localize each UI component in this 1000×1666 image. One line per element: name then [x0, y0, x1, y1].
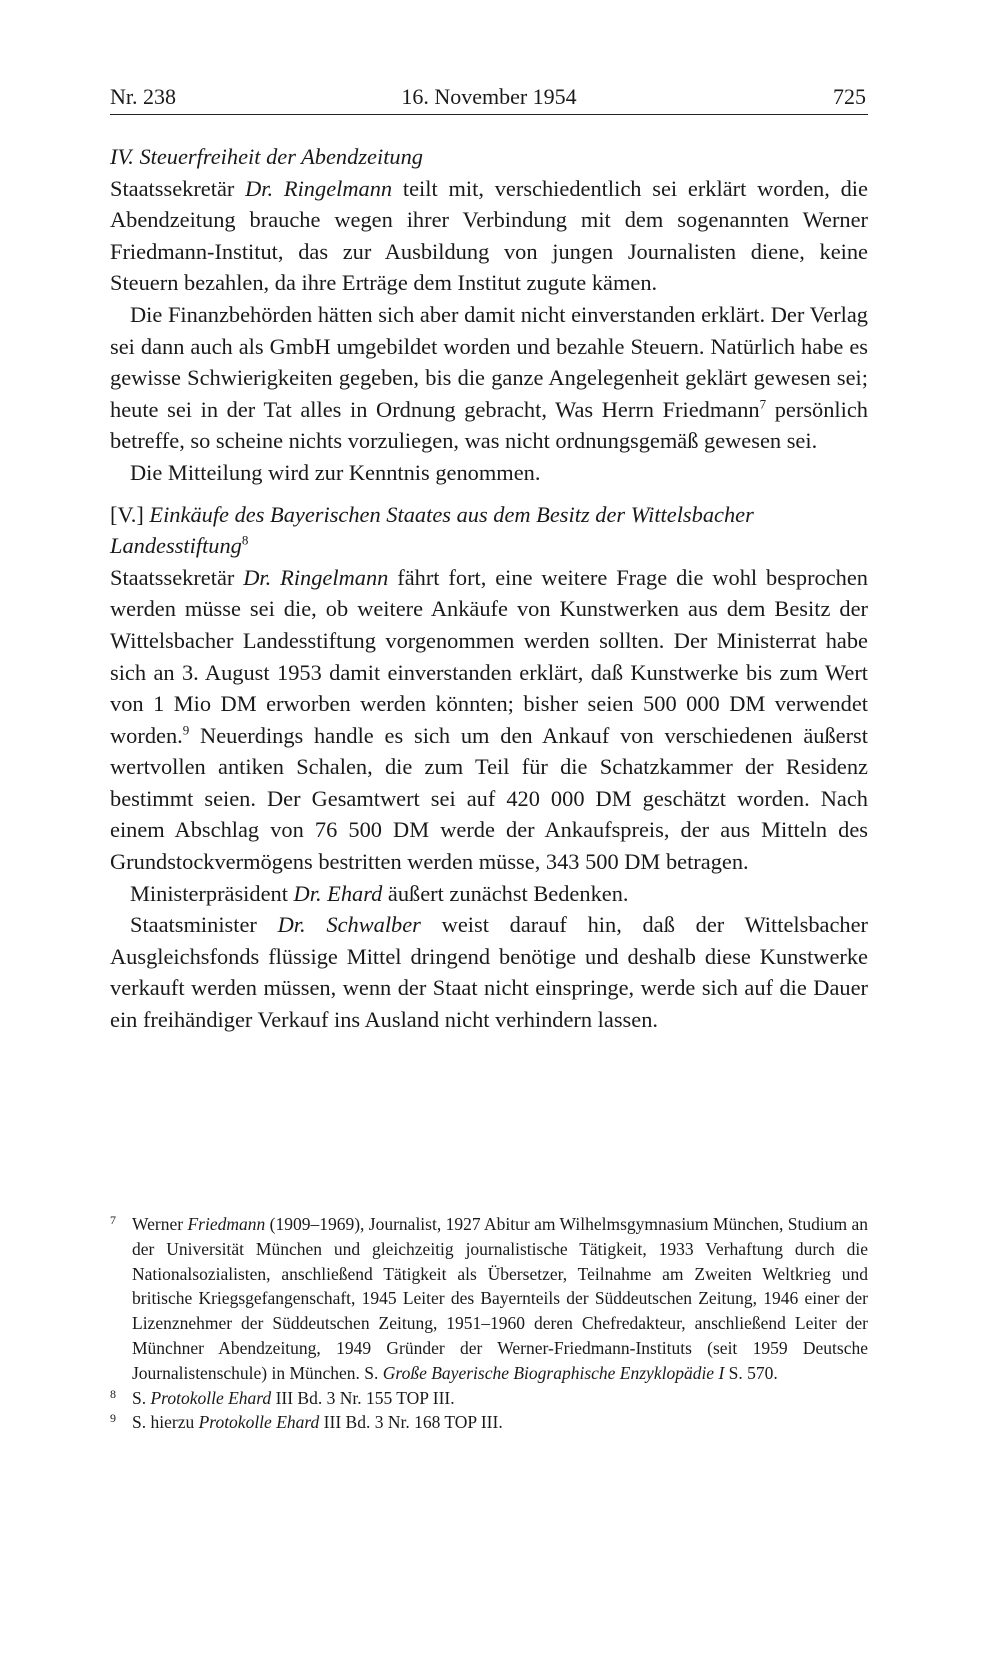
footnote-ref[interactable]: 8: [241, 532, 249, 548]
text: teilt mit, verschiedentlich sei erklärt worden, die Abendzeitung brauche wegen ihrer Verbindung mit dem sogenannten Werner Friedmann-Institut, das zur Ausbildung von jungen Journalisten diene, keine Steuern bezahlen, da ihre Erträge dem Institut zugute kämen.: [110, 175, 868, 296]
text: Werner: [132, 1214, 188, 1234]
text: fährt fort, eine weitere Frage die wohl besprochen werden müsse sei die, ob weitere Ankäufe von Kunstwerken aus dem Besitz der Wittelsbacher Landesstiftung vorgenommen werden sollten. Der Ministerrat habe sich an 3. August 1953 damit einverstanden erklärt, daß Kunstwerke bis zum Wert von 1 Mio DM erworben werden könnten; bisher seien 500 000 DM verwendet worden.: [110, 564, 868, 748]
paragraph: [110, 909, 868, 1035]
person-name: Dr. Schwalber: [277, 912, 421, 938]
text: S.: [132, 1387, 151, 1408]
person-name: Dr. Ehard: [293, 880, 383, 906]
footnote-9: [110, 1410, 868, 1435]
citation-title: Protokolle Ehard: [198, 1412, 320, 1433]
text: weist darauf hin, daß der Wittelsbacher Ausgleichsfonds flüssige Mittel dringend benötige und deshalb diese Kunstwerke verkauft werden müssen, wenn der Staat nicht einspringe, werde sich auf die Dauer ein freihändiger Verkauf ins Ausland nicht verhindern lassen.: [110, 912, 869, 1033]
citation-title: Protokolle Ehard: [150, 1387, 272, 1408]
body-text: [110, 141, 868, 1036]
text: Staatsminister: [130, 912, 278, 938]
paragraph: [110, 173, 868, 299]
text: (1909–1969), Journalist, 1927 Abitur am Wilhelmsgymnasium München, Studium an der Universität München und gleichzeitig journalistische Tätigkeit, 1933 Verhaftung durch die Nationalsozialisten, anschließend Tätigkeit als Übersetzer, Teilnahme am Zweiten Weltkrieg und britische Kriegsgefangenschaft, 1945 Leiter des Bayernteils der Süddeutschen Zeitung, 1946 einer der Lizenznehmer der Süddeutschen Zeitung, 1951–1960 deren Chefredakteur, anschließend Leiter der Münchner Abendzeitung, 1949 Gründer der Werner-Friedmann-Instituts (seit 1959 Deutsche Journalistenschule) in München. S.: [132, 1214, 869, 1383]
text: Staatssekretär: [110, 564, 244, 590]
footnote-8: [110, 1386, 868, 1411]
footnote-ref[interactable]: 9: [182, 722, 190, 738]
header-date: 16. November 1954: [401, 84, 577, 109]
citation-title: Große Bayerische Biographische Enzyklopädie I: [382, 1362, 725, 1383]
footnote-ref[interactable]: 7: [759, 396, 767, 412]
footnote-number: 8: [110, 1386, 116, 1401]
footnote-7: [110, 1212, 868, 1386]
page: [110, 80, 868, 1036]
text: S. 570.: [724, 1362, 778, 1383]
person-name: Dr. Ringelmann: [245, 175, 393, 201]
text: Die Finanzbehörden hätten sich aber damit nicht einverstanden erklärt. Der Verlag sei dann auch als GmbH umgebildet worden und bezahle Steuern. Natürlich habe es gewisse Schwierigkeiten gegeben, bis die ganze Angelegenheit geklärt gewesen sei; heute sei in der Tat alles in Ordnung gebracht, Was Herrn Friedmann: [110, 301, 868, 422]
paragraph: [110, 299, 868, 457]
person-name: Dr. Ringelmann: [243, 564, 389, 590]
footnote-number: 7: [110, 1213, 116, 1227]
running-header: [110, 80, 868, 115]
document-number: Nr. 238: [110, 84, 176, 109]
text: III Bd. 3 Nr. 168 TOP III.: [319, 1412, 503, 1433]
text: Staatssekretär: [110, 175, 246, 201]
text: persönlich betreffe, so scheine nichts vorzuliegen, was nicht ordnungsgemäß gewesen sei.: [110, 396, 868, 454]
paragraph: Die Mitteilung wird zur Kenntnis genommen.: [130, 459, 541, 485]
section-heading-v: [110, 499, 868, 562]
text: Ministerpräsident: [130, 880, 294, 906]
text: Neuerdings handle es sich um den Ankauf von verschiedenen äußerst wertvollen antiken Schalen, die zum Teil für die Schatzkammer der Residenz bestimmt seien. Der Gesamtwert sei auf 420 000 DM geschätzt worden. Nach einem Abschlag von 76 500 DM werde der Ankaufspreis, der aus Mitteln des Grundstockvermögens bestritten werden müsse, 343 500 DM betragen.: [110, 722, 868, 875]
footnotes: [110, 1212, 868, 1435]
heading-text: Einkäufe des Bayerischen Staates aus dem Besitz der Wittelsbacher Landesstiftung: [110, 501, 754, 559]
text: III Bd. 3 Nr. 155 TOP III.: [271, 1387, 455, 1408]
person-name: Friedmann: [187, 1214, 266, 1234]
footnote-number: 9: [110, 1411, 116, 1426]
section-heading-iv: IV. Steuerfreiheit der Abendzeitung: [110, 144, 423, 169]
text: äußert zunächst Bedenken.: [382, 880, 629, 906]
paragraph: [110, 878, 868, 910]
page-number: 725: [833, 84, 866, 109]
heading-prefix: [V.]: [110, 501, 144, 527]
text: S. hierzu: [132, 1412, 199, 1433]
paragraph: [110, 562, 868, 878]
